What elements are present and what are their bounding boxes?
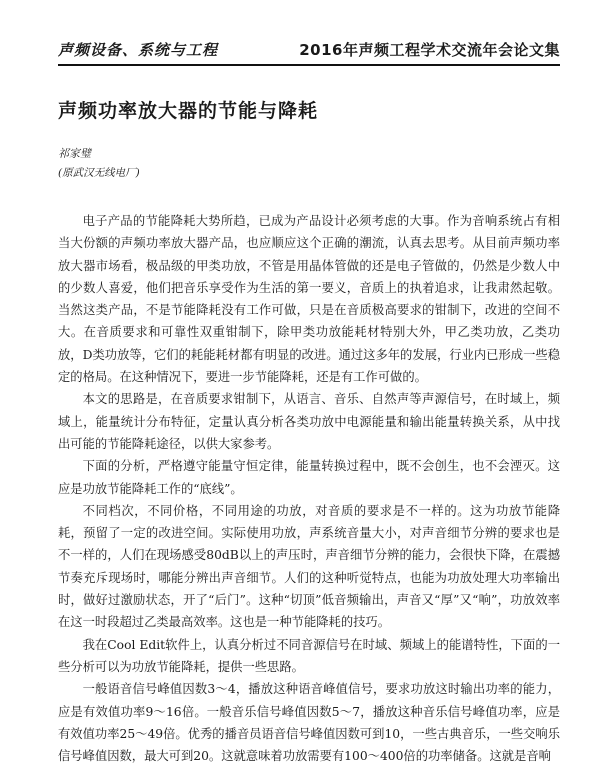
article-author: 祁家璧	[58, 147, 91, 160]
author-affiliation: (原武汉无线电厂)	[58, 167, 140, 179]
body-paragraph: 电子产品的节能降耗大势所趋，已成为产品设计必须考虑的大事。作为音响系统占有相当大份额的声频功率放大器产品，也应顺应这个正确的潮流，认真去思考。从目前声频功率放大器市场看，极品级的甲类功放，不管是用晶体管做的还是电子管做的，仍然是少数人中的少数人喜爱，他们把音乐享受作为生活的第一要义，音质上的执着追求，让我肃然起敬。当然这类产品，不是节能降耗没有工作可做，只是在音质极高要求的钳制下，改进的空间不大。在音质要求和可靠性双重钳制下，除甲类功放能耗材特别大外，甲乙类功放，乙类功放，D类功放等，它们的耗能耗材都有明显的改进。通过这多年的发展，行业内已形成一些稳定的格局。在这种情况下，要进一步节能降耗，还是有工作可做的。	[58, 214, 560, 385]
article-body	[58, 210, 560, 767]
body-paragraph: 一般语音信号峰值因数3～4，播放这种语音峰值信号，要求功放这时输出功率的能力，应是有效值功率9～16倍。一般音乐信号峰值因数5～7，播放这种音乐信号峰值功率，应是有效值功率25～49倍。优秀的播音员语音信号峰值因数可到10，一些古典音乐，一些交响乐信号峰值因数，最大可到20。这就意味着功放需要有100～400倍的功率储备。这就是音响	[58, 682, 560, 764]
header-section-title: 声频设备、系统与工程	[58, 41, 219, 59]
article-title: 声频功率放大器的节能与降耗	[58, 100, 319, 122]
body-paragraph: 不同档次，不同价格，不同用途的功放，对音质的要求是不一样的。这为功放节能降耗，预留了一定的改进空间。实际使用功放，声系统音量大小，对声音细节分辨的要求也是不一样的，人们在现场感受80dB以上的声压时，声音细节分辨的能力，会很快下降，在震撼节奏充斥现场时，哪能分辨出声音细节。人们的这种听觉特点，也能为功放处理大功率输出时，做好过激励状态，开了“后门”。这种“切顶”低音频输出，声音又“厚”又“响”，功放效率在这一时段超过乙类最高效率。这也是一种节能降耗的技巧。	[58, 503, 560, 630]
running-header	[58, 32, 560, 66]
header-proceedings-title: 2016年声频工程学术交流年会论文集	[299, 41, 560, 59]
body-paragraph: 本文的思路是，在音质要求钳制下，从语言、音乐、自然声等声源信号，在时域上，频域上，能量统计分布特征，定量认真分析各类功放中电源能量和输出能量转换关系，从中找出可能的节能降耗途径，以供大家参考。	[58, 392, 560, 451]
body-paragraph: 我在Cool Edit软件上，认真分析过不同音源信号在时域、频域上的能谱特性，下面的一些分析可以为功放节能降耗，提供一些思路。	[58, 637, 560, 674]
body-paragraph: 下面的分析，严格遵守能量守恒定律，能量转换过程中，既不会创生，也不会湮灭。这应是功放节能降耗工作的“底线”。	[58, 459, 560, 496]
